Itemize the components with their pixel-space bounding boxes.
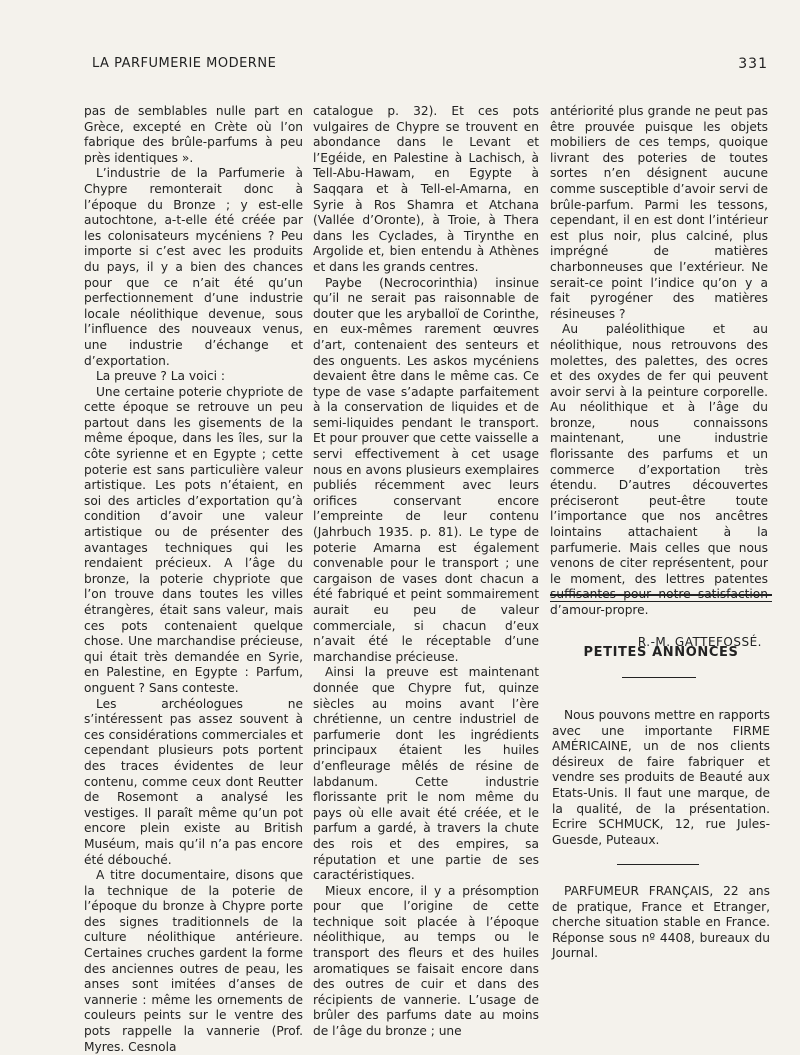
paragraph: Au paléolithique et au néolithique, nous retrouvons des molettes, des palettes, des ocres et des oxydes de fer qui peuvent avoir servi à la peinture corporelle. Au néolithique et à l’âge du bronze, nous connaissons maintenant, une industrie florissante des parfums et un commerce d’exportation très étendu. D’autres découvertes préciseront peut-être toute l’importance que nos ancêtres lointains attachaient à la parfumerie. Mais celles que nous venons de citer représentent, pour le moment, des lettres patentes suffisantes pour notre satisfaction d’amour-propre.	[550, 322, 768, 617]
classified-ad	[552, 708, 770, 848]
paragraph: Ainsi la preuve est maintenant donnée que Chypre fut, quinze siècles au moins avant l’ère chrétienne, un centre industriel de parfumerie dont les ingrédients principaux étaient les huiles d’enfleurage mêlés de résine de labdanum. Cette industrie florissante prit le nom même du pays où elle avait été créée, et le parfum a gardé, à travers la chute des rois et des empires, sa réputation et une partie de ses caractéristiques.	[313, 665, 539, 883]
paragraph: Une certaine poterie chypriote de cette époque se retrouve un peu partout dans les gisements de la même époque, dans les îles, sur la côte syrienne et en Egypte ; cette poterie est sans particulière valeur artistique. Les pots n’étaient, en soi des articles d’exportation qu’à condition d’avoir une valeur artistique ou de présenter des avantages techniques qui les rendaient précieux. A l’âge du bronze, la poterie chypriote que l’on trouve dans toutes les villes étrangères, était sans valeur, mais ces pots contenaient quelque chose. Une marchandise précieuse, qui était très demandée en Syrie, en Palestine, en Egypte : Parfum, onguent ? Sans conteste.	[84, 384, 303, 695]
classified-ad	[552, 884, 770, 962]
paragraph: antériorité plus grande ne peut pas être prouvée puisque les objets mobiliers de ces temps, quoique livrant des poteries de toutes sortes n’en désignent aucune comme susceptible d’avoir servi de brûle-parfum. Parmi les tessons, cependant, il en est dont l’intérieur est plus noir, plus calciné, plus imprégné de matières charbonneuses que l’extérieur. Ne serait-ce point l’indice qu’on y a fait pyrogéner des matières résineuses ?	[550, 104, 768, 321]
text-column-3	[550, 104, 768, 650]
paragraph: Paybe (Necrocorinthia) insinue qu’il ne serait pas raisonnable de douter que les aryballoï de Corinthe, en eux-mêmes rarement œuvres d’art, contenaient des senteurs et des onguents. Les askos mycéniens devaient être dans le même cas. Ce type de vase s’adapte parfaitement à la conservation de liquides et de semi-liquides pendant le transport. Et pour prouver que cette vaisselle a servi effectivement à cet usage nous en avons plusieurs exemplaires publiés récemment avec leurs orifices conservant encore l’empreinte de leur contenu (Jahrbuch 1935. p. 81). Le type de poterie Amarna est également convenable pour le transport ; une cargaison de vases dont chacun a été fabriqué et peint sommairement aurait eu peu de valeur commerciale, si chacun d’eux n’avait été le réceptable d’une marchandise précieuse.	[313, 275, 539, 664]
paragraph: La preuve ? La voici :	[96, 369, 226, 384]
paragraph: Les archéologues ne s’intéressent pas assez souvent à ces considérations commerciales et cependant plusieurs pots portent des traces évidentes de leur contenu, comme ceux dont Reutter de Rosemont a analysé les vestiges. Il paraît même qu’un pot encore plein existe au British Muséum, mais qu’il n’a pas encore été débouché.	[84, 696, 303, 867]
classifieds-title: PETITES ANNONCES	[583, 645, 739, 660]
title-rule	[622, 677, 696, 678]
paragraph: Mieux encore, il y a présomption pour que l’origine de cette technique soit placée à l’époque néolithique, au temps ou le transport des fleurs et des huiles aromatiques se faisait encore dans des outres de cuir et dans des récipients de vannerie. L’usage de brûler des parfums date au moins de l’âge du bronze ; une	[313, 883, 539, 1039]
running-title: LA PARFUMERIE MODERNE	[92, 56, 277, 71]
author-signature: R.-M. GATTEFOSSÉ.	[637, 634, 762, 649]
ad-text: PARFUMEUR FRANÇAIS, 22 ans de pratique, France et Etranger, cherche situation stable en France. Réponse sous nº 4408, bureaux du Journal.	[552, 884, 770, 961]
paragraph: catalogue p. 32). Et ces pots vulgaires de Chypre se trouvent en abondance dans le Levant et l’Egéide, en Palestine à Lachisch, à Tell-Abu-Hawam, en Egypte à Saqqara et à Tell-el-Amarna, en Syrie à Ros Shamra et Atchana (Vallée d’Oronte), à Troie, à Thera dans les Cyclades, à Tirynthe en Argolide et, bien entendu à Athènes et dans les grands centres.	[313, 104, 539, 274]
paragraph: A titre documentaire, disons que la technique de la poterie de l’époque du bronze à Chypre porte des signes traditionnels de la culture néolithique antérieure. Certaines cruches gardent la forme des anciennes outres de peau, les anses sont imitées d’anses de vannerie : même les ornements de couleurs peints sur le ventre des pots rappelle la vannerie (Prof. Myres. Cesnola	[84, 868, 303, 1054]
page-header	[92, 56, 768, 78]
paragraph: L’industrie de la Parfumerie à Chypre remonterait donc à l’époque du Bronze ; y est-elle autochtone, a-t-elle été créée par les colonisateurs mycéniens ? Peu importe si c’est avec les produits du pays, il y a bien des chances pour que ce n’ait été qu’un perfectionnement d’une industrie locale néolithique devenue, sous l’influence des nouveaux venus, une industrie d’échange et d’exportation.	[84, 166, 303, 368]
page-number: 331	[738, 56, 768, 72]
ad-separator	[617, 864, 699, 865]
ad-text: Nous pouvons mettre en rapports avec une importante FIRME AMÉRICAINE, un de nos clients désireux de faire fabriquer et vendre ses produits de Beauté aux Etats-Unis. Il faut une marque, de la qualité, de la présentation. Ecrire SCHMUCK, 12, rue Jules-Guesde, Puteaux.	[552, 708, 770, 847]
text-column-2	[313, 104, 539, 1040]
text-column-1	[84, 104, 303, 1055]
paragraph: pas de semblables nulle part en Grèce, excepté en Crète où l’on fabrique des brûle-parfums à peu près identiques ».	[84, 104, 303, 165]
section-divider	[550, 594, 772, 602]
